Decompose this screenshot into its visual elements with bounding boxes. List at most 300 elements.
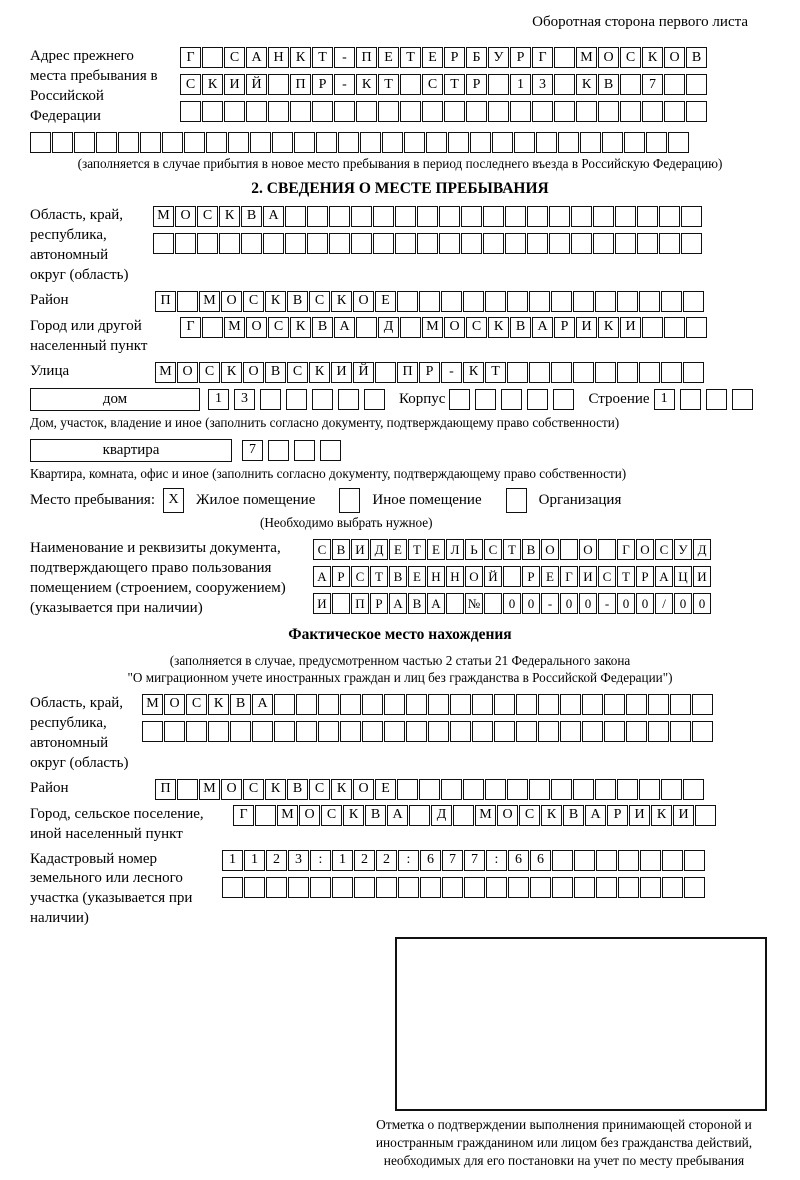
char-box — [549, 206, 570, 227]
char-box — [332, 877, 353, 898]
char-box: Т — [312, 47, 333, 68]
char-box: О — [541, 539, 559, 560]
region-actual-label: Область, край, республика, автономный округ (область) — [30, 694, 129, 771]
char-box: Д — [378, 317, 399, 338]
char-box — [552, 877, 573, 898]
char-box — [664, 74, 685, 95]
char-box — [140, 132, 161, 153]
char-box: О — [353, 291, 374, 312]
char-box — [598, 539, 616, 560]
field-region — [30, 206, 770, 286]
char-box: М — [277, 805, 298, 826]
char-box — [596, 877, 617, 898]
char-box: Е — [375, 779, 396, 800]
char-box: С — [422, 74, 443, 95]
char-box — [706, 389, 727, 410]
char-box — [617, 362, 638, 383]
char-box: С — [197, 206, 218, 227]
char-box — [639, 362, 660, 383]
char-box: О — [579, 539, 597, 560]
char-box: К — [331, 291, 352, 312]
char-box: О — [246, 317, 267, 338]
char-box: 7 — [642, 74, 663, 95]
char-box — [428, 694, 449, 715]
char-box: С — [655, 539, 673, 560]
char-box: К — [309, 362, 330, 383]
char-box — [294, 132, 315, 153]
char-box: Ь — [465, 539, 483, 560]
char-box — [419, 291, 440, 312]
char-box — [554, 101, 575, 122]
char-box — [514, 132, 535, 153]
char-box: А — [387, 805, 408, 826]
char-box — [197, 233, 218, 254]
char-box: В — [287, 779, 308, 800]
char-box — [142, 721, 163, 742]
char-box — [637, 206, 658, 227]
char-box — [485, 291, 506, 312]
char-box: С — [484, 539, 502, 560]
char-box — [439, 206, 460, 227]
char-box: С — [243, 291, 264, 312]
char-box: 3 — [532, 74, 553, 95]
char-row — [313, 593, 711, 614]
char-box: 3 — [234, 389, 255, 410]
char-box — [334, 101, 355, 122]
char-box — [463, 779, 484, 800]
char-box: К — [265, 779, 286, 800]
char-box: Е — [422, 47, 443, 68]
document-label: Наименование и реквизиты документа, подтверждающего право пользования помещением (строением, сооружением) (указывается при наличии) — [30, 539, 286, 616]
char-box: В — [312, 317, 333, 338]
char-box — [686, 317, 707, 338]
char-row — [155, 291, 704, 312]
char-box — [492, 132, 513, 153]
char-box — [486, 877, 507, 898]
char-box — [639, 779, 660, 800]
char-box: П — [290, 74, 311, 95]
char-box — [318, 721, 339, 742]
char-box: Г — [532, 47, 553, 68]
char-box: Д — [431, 805, 452, 826]
char-box: С — [351, 566, 369, 587]
char-box — [516, 694, 537, 715]
char-box — [426, 132, 447, 153]
char-box — [453, 805, 474, 826]
char-box: А — [313, 566, 331, 587]
char-box — [571, 233, 592, 254]
char-box: Б — [466, 47, 487, 68]
char-box — [224, 101, 245, 122]
char-box — [446, 593, 464, 614]
char-box: И — [331, 362, 352, 383]
char-box: О — [444, 317, 465, 338]
char-box — [662, 877, 683, 898]
char-box — [527, 206, 548, 227]
char-box — [617, 779, 638, 800]
option-organization-label: Организация — [538, 491, 622, 508]
char-box: В — [686, 47, 707, 68]
city-actual-label: Город, сельское поселение, иной населенный пункт — [30, 805, 204, 842]
char-box — [552, 850, 573, 871]
field-city-actual — [30, 805, 770, 845]
char-box: Г — [180, 317, 201, 338]
char-box: 2 — [376, 850, 397, 871]
char-box — [604, 721, 625, 742]
char-box — [516, 721, 537, 742]
char-box: К — [463, 362, 484, 383]
char-row — [313, 566, 711, 587]
char-box — [338, 389, 359, 410]
field-street — [30, 362, 770, 383]
field-region-actual — [30, 694, 770, 774]
char-box — [186, 721, 207, 742]
char-box: Р — [510, 47, 531, 68]
char-box — [153, 233, 174, 254]
char-box — [558, 132, 579, 153]
char-box — [244, 877, 265, 898]
char-box: Е — [375, 291, 396, 312]
char-box: С — [186, 694, 207, 715]
char-box — [450, 694, 471, 715]
char-box — [329, 206, 350, 227]
char-box: Р — [636, 566, 654, 587]
char-box — [320, 440, 341, 461]
char-box — [664, 317, 685, 338]
char-row — [222, 850, 705, 871]
char-box: Р — [332, 566, 350, 587]
char-box: 0 — [579, 593, 597, 614]
char-box — [268, 74, 289, 95]
char-box — [602, 132, 623, 153]
char-box — [472, 721, 493, 742]
char-box — [596, 850, 617, 871]
char-box: 7 — [242, 440, 263, 461]
char-box: 2 — [354, 850, 375, 871]
char-box — [52, 132, 73, 153]
char-box — [681, 233, 702, 254]
char-box — [615, 206, 636, 227]
char-box: К — [331, 779, 352, 800]
char-box: К — [290, 317, 311, 338]
char-box: А — [655, 566, 673, 587]
char-box — [648, 694, 669, 715]
char-box — [503, 566, 521, 587]
char-box: 0 — [693, 593, 711, 614]
char-box: Т — [617, 566, 635, 587]
char-box — [255, 805, 276, 826]
char-box: М — [153, 206, 174, 227]
char-box: О — [636, 539, 654, 560]
char-box: О — [221, 779, 242, 800]
char-box: К — [208, 694, 229, 715]
char-box — [615, 233, 636, 254]
char-box — [508, 877, 529, 898]
char-box: В — [332, 539, 350, 560]
char-box: М — [142, 694, 163, 715]
char-box: К — [265, 291, 286, 312]
char-box: О — [175, 206, 196, 227]
char-box: К — [541, 805, 562, 826]
char-box: А — [263, 206, 284, 227]
char-box: М — [422, 317, 443, 338]
char-box — [30, 132, 51, 153]
char-box: 1 — [510, 74, 531, 95]
char-box: О — [497, 805, 518, 826]
char-box — [428, 721, 449, 742]
char-box — [417, 233, 438, 254]
char-row — [153, 233, 702, 254]
char-box — [312, 389, 333, 410]
char-box: С — [243, 779, 264, 800]
char-box: М — [224, 317, 245, 338]
char-box — [202, 47, 223, 68]
char-box — [395, 233, 416, 254]
char-box: А — [389, 593, 407, 614]
char-box — [268, 440, 289, 461]
char-box — [551, 362, 572, 383]
char-box: 7 — [442, 850, 463, 871]
char-box — [406, 721, 427, 742]
char-box: 3 — [288, 850, 309, 871]
char-box — [681, 206, 702, 227]
char-box: С — [180, 74, 201, 95]
char-box — [692, 721, 713, 742]
char-box — [246, 101, 267, 122]
char-box: Й — [353, 362, 374, 383]
char-box: Т — [378, 74, 399, 95]
char-box — [397, 779, 418, 800]
char-box: Р — [554, 317, 575, 338]
char-box: Г — [233, 805, 254, 826]
char-box — [419, 779, 440, 800]
char-box — [661, 362, 682, 383]
char-box — [354, 877, 375, 898]
char-box — [620, 101, 641, 122]
char-box — [732, 389, 753, 410]
char-box — [409, 805, 430, 826]
char-box — [510, 101, 531, 122]
char-box: В — [241, 206, 262, 227]
char-box: Д — [370, 539, 388, 560]
char-box — [595, 779, 616, 800]
char-box — [646, 132, 667, 153]
char-box — [648, 721, 669, 742]
char-box: П — [155, 779, 176, 800]
option-other-premises-label: Иное помещение — [372, 491, 482, 508]
char-box — [400, 317, 421, 338]
apartment-caption: Квартира, комната, офис и иное (заполнить согласно документу, подтверждающему право собственности) — [30, 465, 627, 481]
char-box: И — [579, 566, 597, 587]
field-cadastre — [30, 850, 770, 930]
char-box — [340, 694, 361, 715]
char-box — [472, 694, 493, 715]
char-box — [507, 779, 528, 800]
char-box: В — [365, 805, 386, 826]
korpus-label: Корпус — [399, 390, 446, 407]
char-box: 0 — [617, 593, 635, 614]
char-box: В — [522, 539, 540, 560]
char-row — [155, 362, 704, 383]
char-box — [488, 74, 509, 95]
stroenie-row — [654, 389, 753, 410]
char-box — [683, 779, 704, 800]
char-box — [494, 694, 515, 715]
char-box — [501, 389, 522, 410]
char-box — [661, 779, 682, 800]
char-box — [595, 291, 616, 312]
char-box: Р — [466, 74, 487, 95]
prev-address-label: Адрес прежнего места пребывания в Российской Федерации — [30, 48, 158, 124]
char-box — [684, 877, 705, 898]
char-box — [228, 132, 249, 153]
char-box: В — [230, 694, 251, 715]
char-box — [483, 233, 504, 254]
char-box — [384, 694, 405, 715]
char-box: А — [427, 593, 445, 614]
confirmation-caption: Отметка о подтверждении выполнения принимающей стороной и иностранным гражданином или лицом без гражданства действий, необходимых для его постановки на учет по месту пребывания — [375, 1117, 753, 1169]
char-box: - — [541, 593, 559, 614]
char-box: Г — [560, 566, 578, 587]
char-box — [598, 101, 619, 122]
char-box: С — [466, 317, 487, 338]
char-box: К — [488, 317, 509, 338]
char-box — [316, 132, 337, 153]
char-box — [485, 779, 506, 800]
char-box: К — [576, 74, 597, 95]
char-box: И — [629, 805, 650, 826]
char-box: О — [664, 47, 685, 68]
checkbox-residential: X — [163, 488, 184, 513]
char-box: 0 — [522, 593, 540, 614]
char-box: Г — [617, 539, 635, 560]
char-box — [351, 233, 372, 254]
char-box: К — [651, 805, 672, 826]
char-box: Н — [427, 566, 445, 587]
char-box: Т — [503, 539, 521, 560]
char-box: О — [598, 47, 619, 68]
char-box — [624, 132, 645, 153]
char-box — [505, 206, 526, 227]
char-box — [307, 206, 328, 227]
char-box — [637, 233, 658, 254]
char-box — [450, 721, 471, 742]
char-box — [266, 877, 287, 898]
char-box: 6 — [508, 850, 529, 871]
char-box: О — [353, 779, 374, 800]
char-box — [274, 721, 295, 742]
char-row — [155, 779, 704, 800]
char-box: О — [299, 805, 320, 826]
char-box — [554, 74, 575, 95]
char-box — [230, 721, 251, 742]
char-box — [527, 389, 548, 410]
char-box: - — [441, 362, 462, 383]
char-box — [695, 805, 716, 826]
option-residential-label: Жилое помещение — [196, 491, 316, 508]
char-box — [310, 877, 331, 898]
stay-type-row — [30, 488, 770, 513]
char-box — [464, 877, 485, 898]
char-box — [529, 291, 550, 312]
char-box — [574, 850, 595, 871]
char-box — [285, 206, 306, 227]
char-box: М — [199, 779, 220, 800]
char-box: О — [177, 362, 198, 383]
char-box — [639, 291, 660, 312]
char-box — [362, 694, 383, 715]
char-box — [661, 291, 682, 312]
char-box: Л — [446, 539, 464, 560]
char-box — [312, 101, 333, 122]
char-box — [659, 206, 680, 227]
char-box — [375, 362, 396, 383]
char-box: С — [268, 317, 289, 338]
char-box — [274, 694, 295, 715]
char-box — [529, 779, 550, 800]
char-box: Р — [312, 74, 333, 95]
house-row — [30, 388, 770, 411]
char-box — [686, 101, 707, 122]
char-box — [573, 291, 594, 312]
char-box — [582, 694, 603, 715]
char-box — [470, 132, 491, 153]
city-label: Город или другой населенный пункт — [30, 317, 148, 354]
char-box: Н — [446, 566, 464, 587]
char-box — [332, 593, 350, 614]
char-box: К — [642, 47, 663, 68]
char-box: Р — [370, 593, 388, 614]
char-box: А — [252, 694, 273, 715]
char-box — [272, 132, 293, 153]
char-box — [488, 101, 509, 122]
char-box — [448, 132, 469, 153]
char-box — [461, 233, 482, 254]
char-box: И — [620, 317, 641, 338]
region-label: Область, край, республика, автономный округ (область) — [30, 206, 129, 283]
char-box: С — [309, 291, 330, 312]
house-caption: Дом, участок, владение и иное (заполнить согласно документу, подтверждающему право собственности) — [30, 414, 620, 430]
char-box: Е — [389, 539, 407, 560]
char-box — [296, 694, 317, 715]
char-box — [268, 101, 289, 122]
char-box: 1 — [222, 850, 243, 871]
district-actual-label: Район — [30, 779, 69, 796]
confirmation-mark-box — [395, 937, 767, 1111]
stay-type-label: Место пребывания: — [30, 491, 155, 508]
actual-location-caption-1: (заполняется в случае, предусмотренном частью 2 статьи 21 Федерального закона — [169, 652, 631, 668]
char-box — [118, 132, 139, 153]
char-box — [670, 694, 691, 715]
char-row — [313, 539, 711, 560]
char-box: В — [389, 566, 407, 587]
char-box: № — [465, 593, 483, 614]
apartment-number-row — [242, 440, 341, 461]
char-box — [378, 101, 399, 122]
char-box — [395, 206, 416, 227]
char-row — [180, 101, 707, 122]
char-box: А — [246, 47, 267, 68]
char-box — [400, 101, 421, 122]
char-box — [580, 132, 601, 153]
char-row — [153, 206, 702, 227]
char-box — [296, 721, 317, 742]
char-box: М — [576, 47, 597, 68]
char-box — [640, 877, 661, 898]
char-box — [373, 206, 394, 227]
char-box: 7 — [464, 850, 485, 871]
house-number-row — [208, 389, 385, 410]
